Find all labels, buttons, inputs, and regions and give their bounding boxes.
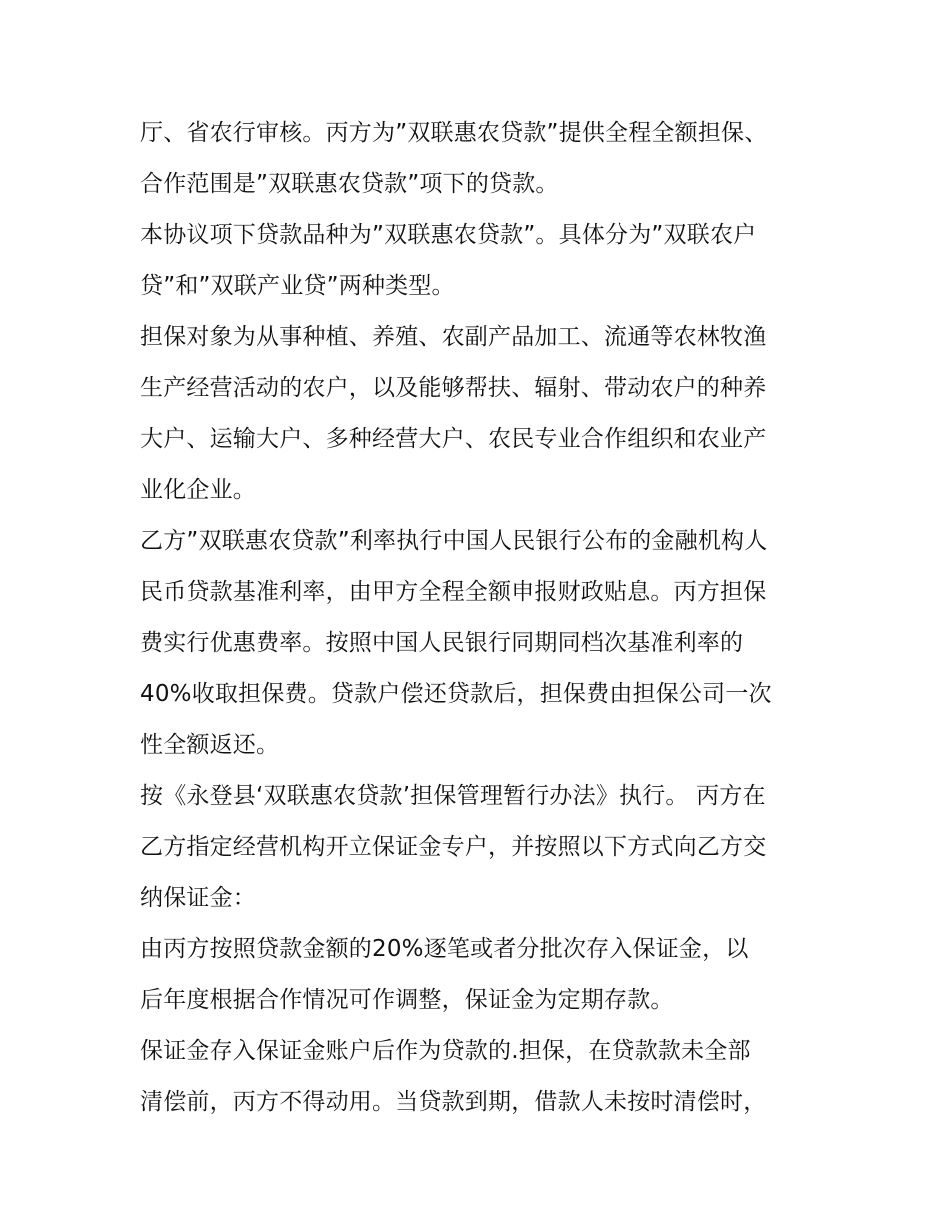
text-line: 乙方”双联惠农贷款”利率执行中国人民银行公布的金融机构人 (140, 528, 768, 554)
text-line: 清偿前，丙方不得动用。当贷款到期，借款人未按时清偿时， (140, 1089, 767, 1115)
text-line: 乙方指定经营机构开立保证金专户，并按照以下方式向乙方交 (140, 834, 767, 860)
text-line: 贷”和”双联产业贷”两种类型。 (140, 273, 455, 299)
paragraph (140, 924, 820, 1026)
paragraph (140, 108, 820, 210)
text-line: 民币贷款基准利率，由甲方全程全额申报财政贴息。丙方担保 (140, 579, 767, 605)
text-line: 大户、运输大户、多种经营大户、农民专业合作组织和农业产 (140, 426, 767, 452)
text-line: 厅、省农行审核。丙方为”双联惠农贷款”提供全程全额担保、 (140, 120, 768, 146)
text-line: 保证金存入保证金账户后作为贷款的.担保，在贷款款未全部 (140, 1038, 751, 1064)
text-line: 业化企业。 (140, 477, 256, 503)
text-line: 性全额返还。 (140, 732, 280, 758)
paragraph (140, 210, 820, 312)
text-line: 本协议项下贷款品种为”双联惠农贷款”。具体分为”双联农户 (140, 222, 757, 248)
text-line: 后年度根据合作情况可作调整，保证金为定期存款。 (140, 987, 674, 1013)
text-line: 生产经营活动的农户，以及能够帮扶、辐射、带动农户的种养 (140, 375, 767, 401)
paragraph (140, 1026, 820, 1128)
text-line: 40%收取担保费。贷款户偿还贷款后，担保费由担保公司一次 (140, 681, 772, 707)
text-line: 由丙方按照贷款金额的20%逐笔或者分批次存入保证金，以 (140, 936, 749, 962)
paragraph (140, 312, 820, 516)
text-line: 担保对象为从事种植、养殖、农副产品加工、流通等农林牧渔 (140, 324, 767, 350)
text-line: 合作范围是”双联惠农贷款”项下的贷款。 (140, 171, 559, 197)
paragraph (140, 516, 820, 771)
document-body (140, 108, 820, 1128)
paragraph (140, 771, 820, 924)
text-line: 费实行优惠费率。按照中国人民银行同期同档次基准利率的 (140, 630, 744, 656)
text-line: 按《永登县‘双联惠农贷款’担保管理暂行办法》执行。 丙方在 (140, 783, 766, 809)
text-line: 纳保证金： (140, 885, 256, 911)
